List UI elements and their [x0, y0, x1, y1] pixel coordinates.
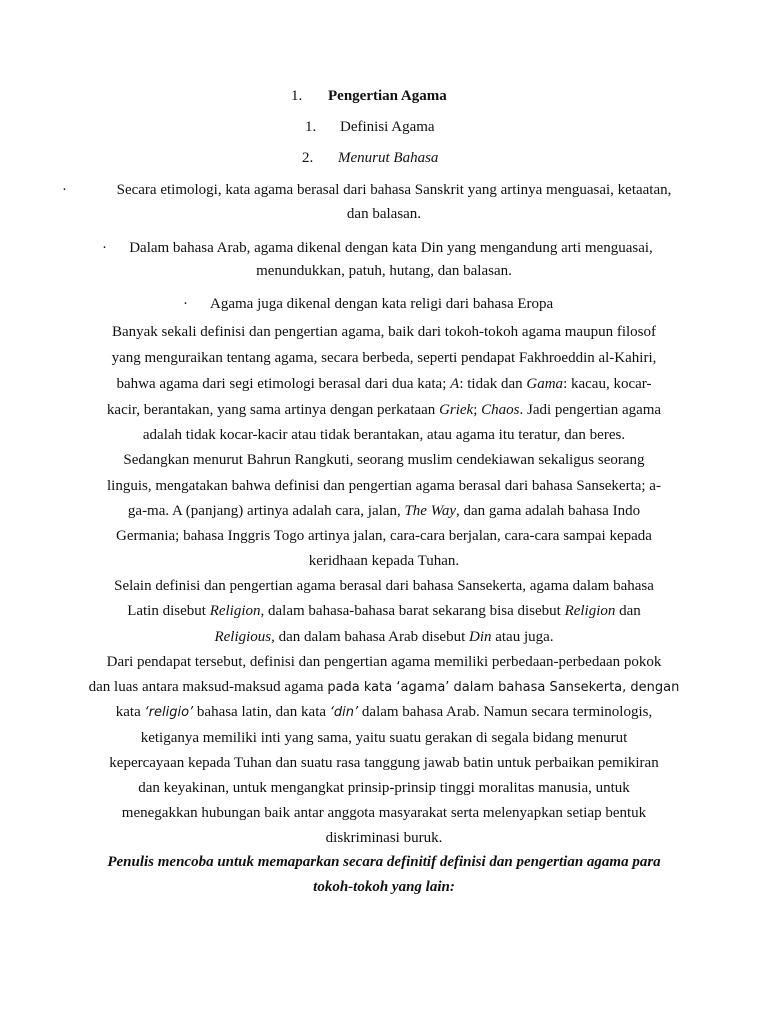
- para-5-line-2: tokoh-tokoh yang lain:: [313, 879, 455, 895]
- para-1-line-2: yang menguraikan tentang agama, secara berbeda, seperti pendapat Fakhroeddin al-Kahiri,: [111, 350, 657, 366]
- para-2-line-3: ga-ma. A (panjang) artinya adalah cara, jalan, The Way, dan gama adalah bahasa Indo: [127, 503, 641, 519]
- bullet-3-line-1: Agama juga dikenal dengan kata religi dari bahasa Eropa: [210, 296, 554, 312]
- heading-title: Pengertian Agama: [328, 88, 447, 104]
- bullet-2-line-1: Dalam bahasa Arab, agama dikenal dengan kata Din yang mengandung arti menguasai,: [129, 240, 653, 256]
- para-4-line-3: kata ‘religio’ bahasa latin, dan kata ‘din’ dalam bahasa Arab. Namun secara terminologis,: [115, 704, 653, 720]
- para-2-line-2: linguis, mengatakan bahwa definisi dan pengertian agama berasal dari bahasa Sansekerta; a-: [107, 478, 661, 494]
- para-5-line-1: Penulis mencoba untuk memaparkan secara definitif definisi dan pengertian agama para: [107, 854, 661, 870]
- sub2-title: Menurut Bahasa: [338, 150, 439, 166]
- bullet-3-marker: ·: [183, 296, 188, 312]
- para-3-line-3: Religious, dan dalam bahasa Arab disebut Din atau juga.: [214, 629, 554, 645]
- para-3-line-2: Latin disebut Religion, dalam bahasa-bahasa barat sekarang bisa disebut Religion dan: [127, 603, 641, 619]
- para-4-line-4: ketiganya memiliki inti yang sama, yaitu suatu gerakan di segala bidang menurut: [140, 730, 628, 746]
- bullet-2-marker: ·: [102, 240, 107, 256]
- bullet-1-line-1: Secara etimologi, kata agama berasal dari bahasa Sanskrit yang artinya menguasai, ketaatan,: [116, 182, 672, 198]
- para-1-line-5: adalah tidak kocar-kacir atau tidak berantakan, atau agama itu teratur, dan beres.: [142, 427, 626, 443]
- para-2-line-5: keridhaan kepada Tuhan.: [308, 553, 460, 569]
- bullet-1-marker: ·: [62, 182, 67, 198]
- sub2-number: 2.: [302, 150, 314, 166]
- para-2-line-4: Germania; bahasa Inggris Togo artinya jalan, cara-cara berjalan, cara-cara sampai kepada: [116, 528, 652, 544]
- para-4-line-8: diskriminasi buruk.: [325, 830, 443, 846]
- para-1-line-3: bahwa agama dari segi etimologi berasal dari dua kata; A: tidak dan Gama: kacau, kocar-: [116, 376, 652, 392]
- para-4-line-2: dan luas antara maksud-maksud agama pada kata ‘agama’ dalam bahasa Sansekerta, dengan: [88, 679, 680, 695]
- para-1-line-4: kacir, berantakan, yang sama artinya dengan perkataan Griek; Chaos. Jadi pengertian agama: [106, 402, 662, 418]
- para-2-line-1: Sedangkan menurut Bahrun Rangkuti, seorang muslim cendekiawan sekaligus seorang: [123, 452, 645, 468]
- sub1-number: 1.: [305, 119, 317, 135]
- para-4-line-7: menegakkan hubungan baik antar anggota masyarakat serta melenyapkan setiap bentuk: [121, 805, 647, 821]
- para-3-line-1: Selain definisi dan pengertian agama berasal dari bahasa Sansekerta, agama dalam bahasa: [114, 578, 654, 594]
- bullet-2-line-2: menundukkan, patuh, hutang, dan balasan.: [256, 263, 512, 279]
- sub1-title: Definisi Agama: [340, 119, 435, 135]
- para-4-line-1: Dari pendapat tersebut, definisi dan pengertian agama memiliki perbedaan-perbedaan pokok: [106, 654, 662, 670]
- para-4-line-5: kepercayaan kepada Tuhan dan suatu rasa tanggung jawab batin untuk perbaikan pemikiran: [109, 755, 659, 771]
- bullet-1-line-2: dan balasan.: [346, 206, 422, 222]
- para-4-line-6: dan keyakinan, untuk mengangkat prinsip-prinsip tinggi moralitas manusia, untuk: [138, 780, 630, 796]
- heading-number: 1.: [291, 88, 303, 104]
- para-1-line-1: Banyak sekali definisi dan pengertian agama, baik dari tokoh-tokoh agama maupun filosof: [111, 324, 656, 340]
